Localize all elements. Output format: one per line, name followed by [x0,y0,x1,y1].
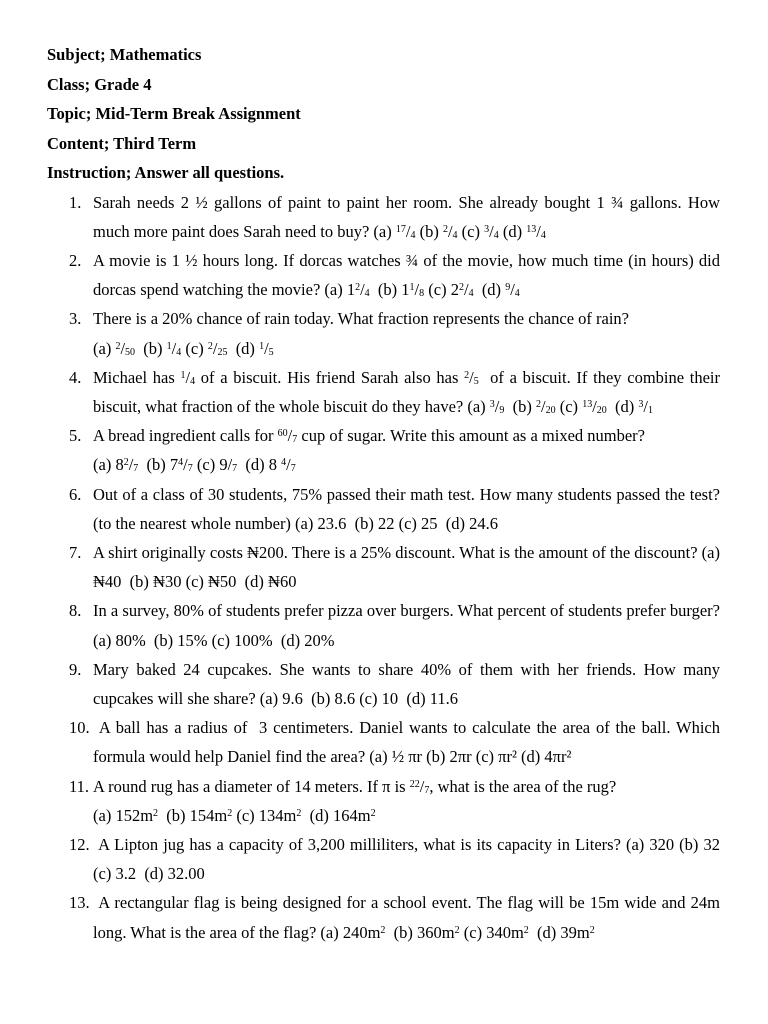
question-text: A bread ingredient calls for $^{60}/_7$ cup of sugar. Write this amount as a mixed number? (a) $8^2/_7$ (b) $7^4/_7$ (c) $9/_7$ (d) 8 $^4/_7$ [93,426,645,475]
question-text: Michael has $^1/_4$ of a biscuit. His friend Sarah also has $^2/_5$ of a biscuit. If they combine their biscuit, what fraction of the whole biscuit do they have? (a) $^3/_9$ (b) $^2/_{20}$ (c) $^{13}/_{20}$ (d) $^3/_1$ [93,367,721,416]
question-number: 9. [69,659,82,679]
question-number: 10. [69,718,90,738]
instruction-line: Instruction; Answer all questions. [47,163,285,182]
question-number: 1. [69,192,82,212]
question-item [0,655,768,713]
class-line: Class; Grade 4 [47,74,152,94]
question-text: In a survey, 80% of students prefer pizza over burgers. What percent of students prefer burger? (a) 80% (b) 15% (c) 100% (d) 20% [93,601,720,650]
question-number: 6. [69,484,82,504]
question-item [0,713,768,771]
question-number: 5. [69,426,82,446]
question-item [0,538,768,596]
question-number: 4. [69,367,82,387]
question-item [0,363,768,421]
question-item [0,596,768,654]
question-item [0,246,768,304]
question-text: Sarah needs 2 ½ gallons of paint to paint her room. She already bought 1 ¾ gallons. How much more paint does Sarah need to buy? (a) $^{17}/_4$ (b) $^2/_4$ (c) $^3/_4$ (d) $^{13}/_4$ [93,192,720,241]
question-number: 13. [69,893,90,913]
question-text: A shirt originally costs ₦200. There is a 25% discount. What is the amount of the discount? (a) ₦40 (b) ₦30 (c) ₦50 (d) ₦60 [93,542,720,592]
question-text: A round rug has a diameter of 14 meters. If π is $^{22}/_7$, what is the area of the rug? (a) $152m^2$ (b) $154m^2$ (c) $134m^2$ (d) $164m^2$ [93,776,617,825]
question-number: 12. [69,834,90,854]
question-number: 2. [69,250,82,270]
content-line: Content; Third Term [47,133,197,153]
subject-line: Subject; Mathematics [47,45,202,64]
question-text: A Lipton jug has a capacity of 3,200 milliliters, what is its capacity in Liters? (a) 320 (b) 32 (c) 3.2 (d) 32.00 [93,834,720,884]
question-item [0,480,768,538]
question-item [0,421,768,479]
assignment-header [47,40,768,188]
question-text: Mary baked 24 cupcakes. She wants to share 40% of them with her friends. How many cupcakes will she share? (a) 9.6 (b) 8.6 (c) 10 (d) 11.6 [93,659,720,708]
question-number: 7. [69,542,82,562]
question-number: 11. [69,776,90,796]
question-item [0,888,768,946]
question-item [0,304,768,362]
question-item [0,830,768,888]
question-text: There is a 20% chance of rain today. What fraction represents the chance of rain? (a) $^2/_{50}$ (b) $^1/_4$ (c) $^2/_{25}$ (d) $^1/_5$ [93,309,629,358]
question-list [0,188,768,947]
question-text: A rectangular flag is being designed for a school event. The flag will be 15m wide and 24m long. What is the area of the flag? (a) $240m^2$ (b) $360m^2$ (c) $340m^2$ (d) $39m^2$ [93,893,720,942]
question-item [0,188,768,246]
question-number: 8. [69,601,82,621]
question-text: Out of a class of 30 students, 75% passed their math test. How many students passed the test? (to the nearest whole number) (a) 23.6 (b) 22 (c) 25 (d) 24.6 [93,484,720,533]
question-text: A ball has a radius of 3 centimeters. Daniel wants to calculate the area of the ball. Which formula would help Daniel find the area? (a) ½ πr (b) 2πr (c) πr² (d) 4πr² [93,718,720,767]
question-item [0,772,768,830]
topic-line: Topic; Mid-Term Break Assignment [47,104,301,123]
question-text: A movie is 1 ½ hours long. If dorcas watches ¾ of the movie, how much time (in hours) did dorcas spend watching the movie? (a) $1^2/_4$ (b) $1^1/_8$ (c) $2^2/_4$ (d) $^9/_4$ [93,250,720,300]
question-number: 3. [69,309,82,329]
